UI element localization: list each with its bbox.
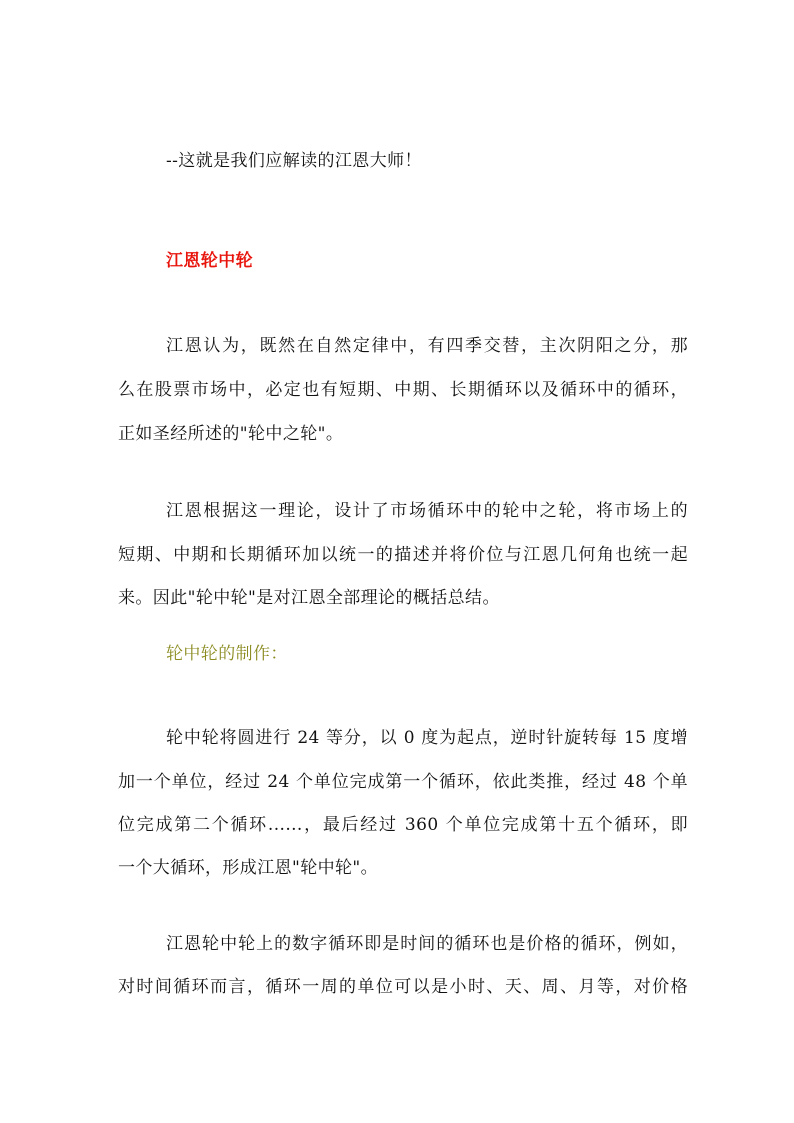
paragraph-3-line-1: 轮中轮将圆进行 24 等分，以 0 度为起点，逆时针旋转每 15 度增 [166, 728, 688, 748]
paragraph-1-line-3: 正如圣经所述的"轮中之轮"。 [118, 424, 344, 444]
paragraph-1-line-2: 么在股票市场中，必定也有短期、中期、长期循环以及循环中的循环， [118, 380, 688, 400]
paragraph-4-line-1: 江恩轮中轮上的数字循环即是时间的循环也是价格的循环，例如， [166, 934, 688, 954]
paragraph-3-line-4: 一个大循环，形成江恩"轮中轮"。 [118, 858, 379, 878]
section-title: 江恩轮中轮 [166, 251, 253, 271]
paragraph-4-line-2: 对时间循环而言，循环一周的单位可以是小时、天、周、月等，对价格 [118, 977, 688, 997]
paragraph-3-line-3: 位完成第二个循环......，最后经过 360 个单位完成第十五个循环，即 [118, 815, 688, 835]
subheading: 轮中轮的制作： [166, 644, 288, 664]
intro-line: --这就是我们应解读的江恩大师！ [166, 151, 422, 171]
paragraph-2-line-3: 来。因此"轮中轮"是对江恩全部理论的概括总结。 [118, 588, 500, 608]
paragraph-3-line-2: 加一个单位，经过 24 个单位完成第一个循环，依此类推，经过 48 个单 [118, 772, 688, 792]
paragraph-2-line-2: 短期、中期和长期循环加以统一的描述并将价位与江恩几何角也统一起 [118, 545, 688, 565]
paragraph-1-line-1: 江恩认为，既然在自然定律中，有四季交替，主次阴阳之分，那 [166, 336, 688, 356]
paragraph-2-line-1: 江恩根据这一理论，设计了市场循环中的轮中之轮，将市场上的 [166, 501, 688, 521]
